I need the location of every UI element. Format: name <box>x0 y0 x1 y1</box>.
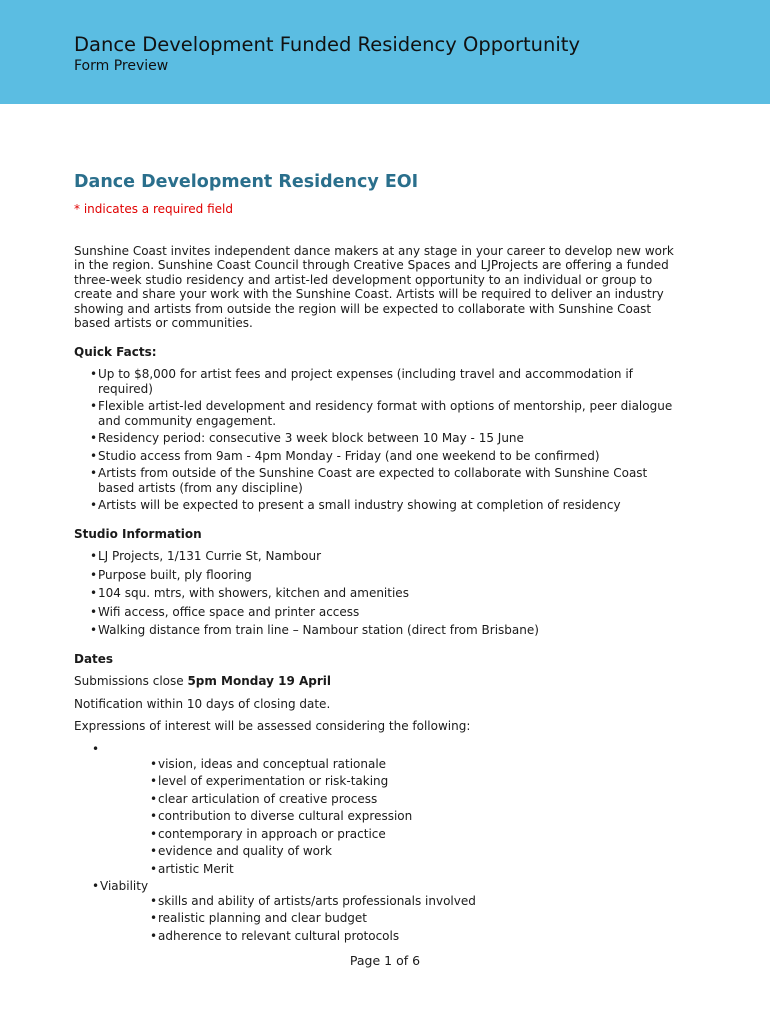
list-item: • Studio access from 9am - 4pm Monday - Friday (and one weekend to be confirmed) <box>90 449 684 464</box>
required-field-note: * indicates a required field <box>74 202 233 216</box>
criteria-group-viability <box>92 879 684 943</box>
notification-text: Notification within 10 days of closing date. <box>74 696 331 711</box>
list-item: • Purpose built, ply flooring <box>90 568 684 583</box>
list-item: • LJ Projects, 1/131 Currie St, Nambour <box>90 549 684 564</box>
list-item: • skills and ability of artists/arts professionals involved <box>150 894 684 909</box>
list-item: • Artists will be expected to present a small industry showing at completion of residency <box>90 498 684 513</box>
studio-info-list <box>74 549 684 638</box>
page-title: Dance Development Funded Residency Opportunity <box>74 33 580 56</box>
dates-heading: Dates <box>74 651 114 666</box>
assessment-text: Expressions of interest will be assessed considering the following: <box>74 719 471 733</box>
quick-facts-list <box>74 367 684 513</box>
criteria-sublist <box>100 894 684 944</box>
criteria-group-label <box>100 742 684 757</box>
list-item: • realistic planning and clear budget <box>150 911 684 926</box>
studio-info-heading: Studio Information <box>74 526 202 541</box>
list-item: • artistic Merit <box>150 862 684 877</box>
criteria-group-label: • Viability <box>100 879 149 893</box>
list-item: • Up to $8,000 for artist fees and project expenses (including travel and accommodation if required) <box>90 367 684 396</box>
criteria-list <box>74 742 684 944</box>
list-item: • clear articulation of creative process <box>150 792 684 807</box>
form-content <box>74 170 684 946</box>
submissions-close-date: 5pm Monday 19 April <box>187 674 332 688</box>
criteria-group-artistic <box>92 742 684 877</box>
list-item: • Walking distance from train line – Nambour station (direct from Brisbane) <box>90 623 684 638</box>
list-item: • level of experimentation or risk-taking <box>150 774 684 789</box>
list-item: • • vision, ideas and conceptual rationale <box>150 757 684 772</box>
intro-paragraph: Sunshine Coast invites independent dance makers at any stage in your career to develop new work in the region. Sunshine Coast Council through Creative Spaces and LJProjects are offering a funded three-week studio residency and artist-led development opportunity to an individual or group to create and share your work with the Sunshine Coast. Artists will be required to deliver an industry showing and artists from outside the region will be expected to collaborate with Sunshine Coast based artists or communities. <box>74 243 674 330</box>
quick-facts-heading: Quick Facts: <box>74 344 157 359</box>
list-item: • Residency period: consecutive 3 week block between 10 May - 15 June <box>90 431 684 446</box>
list-item: • evidence and quality of work <box>150 844 684 859</box>
list-item: • 104 squ. mtrs, with showers, kitchen and amenities <box>90 586 684 601</box>
submissions-close <box>74 674 684 689</box>
header-banner <box>0 0 770 104</box>
list-item: • Artists from outside of the Sunshine Coast are expected to collaborate with Sunshine Coast based artists (from any discipline) <box>90 466 684 495</box>
page-number: Page 1 of 6 <box>349 953 421 968</box>
list-item: • Flexible artist-led development and residency format with options of mentorship, peer dialogue and community engagement. <box>90 399 684 428</box>
form-title: Dance Development Residency EOI <box>74 172 419 192</box>
list-item: • Wifi access, office space and printer access <box>90 605 684 620</box>
list-item: • contemporary in approach or practice <box>150 827 684 842</box>
page-subtitle: Form Preview <box>74 58 169 74</box>
list-item: • contribution to diverse cultural expression <box>150 809 684 824</box>
criteria-sublist <box>100 757 684 877</box>
list-item: • adherence to relevant cultural protocols <box>150 929 684 944</box>
submissions-close-prefix: Submissions close <box>74 674 188 688</box>
